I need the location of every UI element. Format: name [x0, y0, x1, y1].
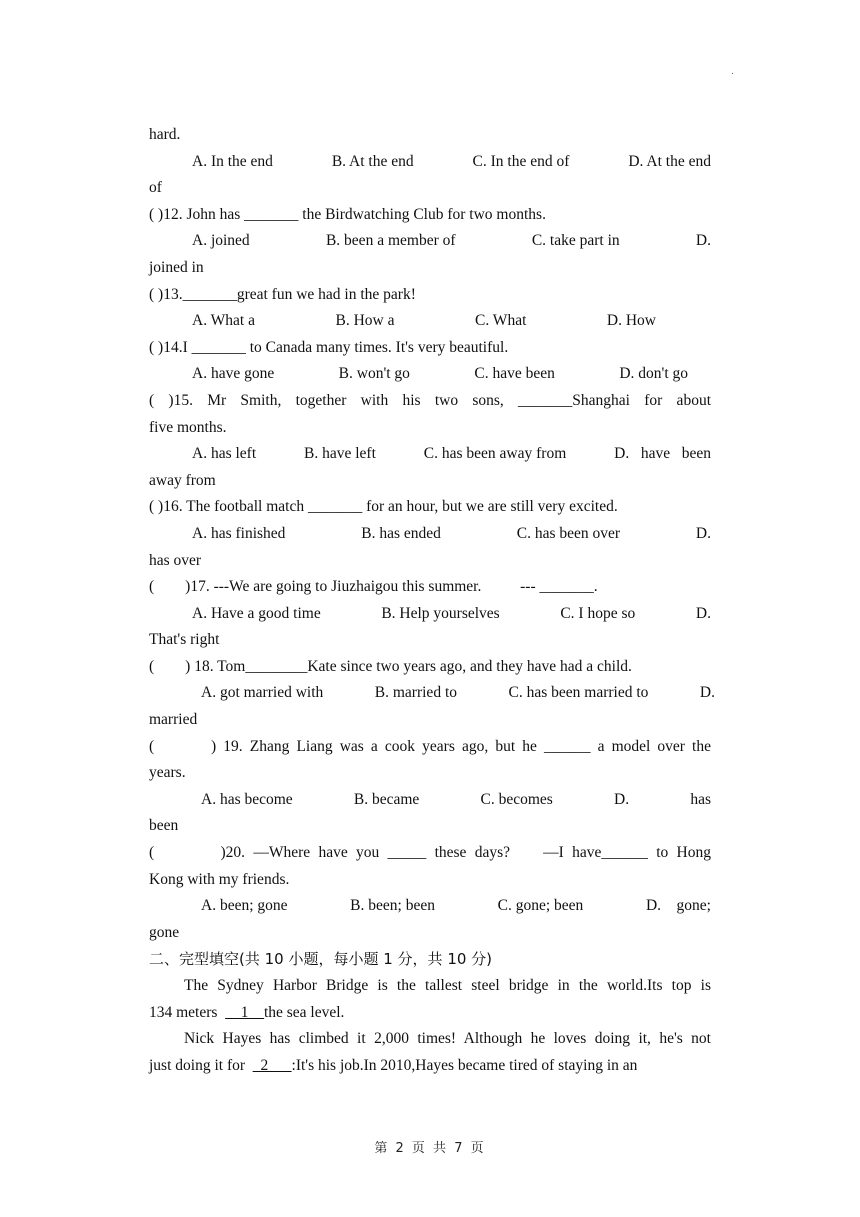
- text-line: been: [149, 817, 179, 835]
- text-line: years.: [149, 764, 186, 782]
- q17-options: [149, 601, 711, 628]
- paragraph-line: Nick Hayes has climbed it 2,000 times! Although he loves doing it, he's not: [184, 1030, 711, 1048]
- text-line: of: [149, 179, 162, 197]
- section-heading: 二、完型填空(共 10 小题，每小题 1 分，共 10 分): [149, 950, 493, 969]
- paragraph-text: the sea level.: [263, 1003, 345, 1021]
- option-a: A. got married with: [201, 684, 324, 702]
- q11-options: [149, 149, 711, 176]
- option-c: C. What: [475, 312, 527, 330]
- option-b: B. At the end: [331, 152, 414, 170]
- option-b: B. won't go: [338, 365, 410, 383]
- option-c: C. becomes: [480, 790, 553, 808]
- option-d: D. How: [606, 312, 656, 330]
- text-line: has over: [149, 551, 202, 569]
- q16-options: [149, 521, 711, 548]
- option-b: B. has ended: [361, 524, 441, 542]
- q19-options: [149, 787, 711, 814]
- question-15: ( )15. Mr Smith, together with his two sons, _______Shanghai for about: [149, 391, 711, 409]
- paragraph-line: The Sydney Harbor Bridge is the tallest steel bridge in the world.Its top is: [184, 977, 711, 994]
- question-12: ( )12. John has _______ the Birdwatching Club for two months.: [149, 205, 546, 223]
- option-a: A. Have a good time: [192, 604, 321, 622]
- text-line: hard.: [149, 126, 181, 143]
- option-d: D.: [699, 684, 715, 702]
- question-19: ( ) 19. Zhang Liang was a cook years ago, but he ______ a model over the: [149, 737, 711, 755]
- option-a: A. has finished: [192, 524, 286, 542]
- q15-options: [149, 441, 711, 468]
- page-content: [149, 122, 715, 1079]
- q14-options: [149, 361, 711, 388]
- option-c: C. has been away from: [423, 445, 567, 463]
- q13-options: [149, 308, 711, 335]
- option-c: C. gone; been: [497, 897, 584, 915]
- option-a: A. have gone: [192, 365, 275, 383]
- q12-options: [149, 228, 711, 255]
- text-line: Kong with my friends.: [149, 870, 290, 888]
- option-a: A. In the end: [192, 152, 273, 170]
- option-a: A. has left: [192, 445, 257, 463]
- option-c: C. has been over: [516, 524, 621, 542]
- q20-options: [149, 893, 711, 920]
- option-b: B. became: [353, 790, 420, 808]
- option-b: B. Help yourselves: [381, 604, 500, 622]
- option-c: C. has been married to: [508, 684, 649, 702]
- corner-mark: .: [731, 66, 734, 77]
- question-18: ( ) 18. Tom________Kate since two years ago, and they have had a child.: [149, 657, 632, 675]
- text-line: married: [149, 711, 198, 729]
- option-d: D.: [614, 790, 630, 808]
- option-b: B. How a: [335, 312, 395, 330]
- option-d: D.: [695, 524, 711, 542]
- option-c: C. I hope so: [560, 604, 636, 622]
- option-d-text: has: [690, 790, 711, 808]
- option-b: B. been; been: [350, 897, 435, 915]
- paragraph-line: [149, 1053, 711, 1080]
- page-footer: 第 2 页 共 7 页: [374, 1141, 486, 1156]
- question-16: ( )16. The football match _______ for an hour, but we are still very excited.: [149, 498, 618, 516]
- option-d: D. At the end: [628, 152, 711, 170]
- text-line: That's right: [149, 631, 220, 649]
- q18-options: [149, 680, 715, 707]
- paragraph-text: :It's his job.In 2010,Hayes became tired of staying in an: [291, 1056, 638, 1074]
- option-b: B. married to: [374, 684, 457, 702]
- paragraph-line: [149, 1000, 711, 1027]
- text-line: five months.: [149, 418, 227, 436]
- blank-1: __1__: [225, 1003, 264, 1021]
- text-line: gone: [149, 923, 180, 941]
- option-a: A. has become: [201, 790, 293, 808]
- option-d: D. have been: [614, 445, 711, 463]
- option-c: C. take part in: [531, 232, 620, 250]
- option-c: C. In the end of: [472, 152, 570, 170]
- option-d: D. gone;: [645, 897, 711, 915]
- paragraph-text: 134 meters: [149, 1003, 226, 1021]
- question-17: ( )17. ---We are going to Jiuzhaigou this summer. --- _______.: [149, 578, 598, 596]
- blank-2: _2___: [252, 1056, 292, 1074]
- option-a: A. joined: [192, 232, 250, 250]
- option-b: B. have left: [304, 445, 376, 463]
- paragraph-text: just doing it for: [149, 1056, 253, 1074]
- option-a: A. What a: [192, 312, 255, 330]
- option-d: D.: [695, 232, 711, 250]
- text-line: away from: [149, 471, 216, 489]
- option-a: A. been; gone: [201, 897, 288, 915]
- text-line: joined in: [149, 258, 204, 276]
- option-b: B. been a member of: [325, 232, 456, 250]
- option-c: C. have been: [474, 365, 555, 383]
- option-d: D.: [695, 604, 711, 622]
- question-14: ( )14.I _______ to Canada many times. It's very beautiful.: [149, 338, 509, 356]
- question-20: ( )20. —Where have you _____ these days? —I have______ to Hong: [149, 844, 711, 862]
- option-d: D. don't go: [619, 365, 688, 383]
- question-13: ( )13._______great fun we had in the park!: [149, 285, 416, 303]
